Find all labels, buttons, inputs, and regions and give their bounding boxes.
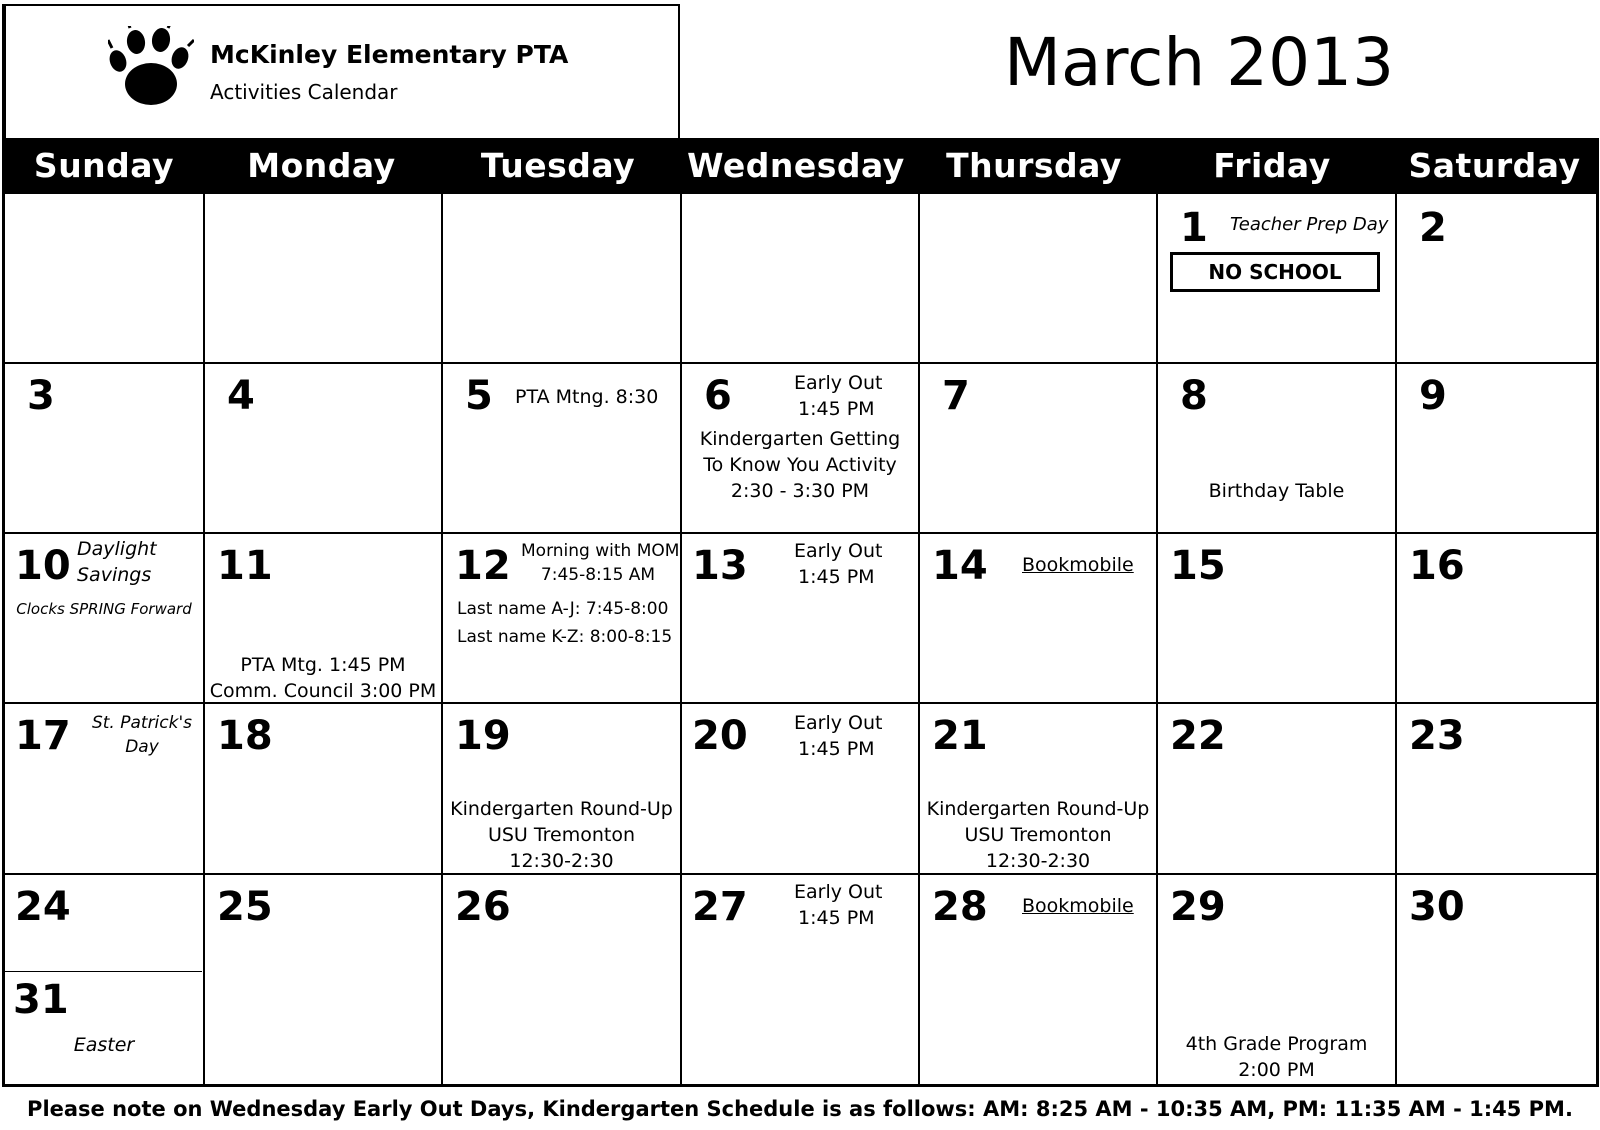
- event-early-out-time: 1:45 PM: [798, 738, 875, 760]
- event-last-name-a-j: Last name A-J: 7:45-8:00: [457, 599, 669, 619]
- event-morning-with-mom-time: 7:45-8:15 AM: [540, 565, 656, 585]
- day-number: 11: [217, 543, 273, 589]
- day-number: 2: [1419, 205, 1447, 251]
- day-number: 25: [217, 884, 273, 930]
- event-early-out-time: 1:45 PM: [798, 907, 875, 929]
- event-birthday-table: Birthday Table: [1208, 480, 1345, 502]
- event-location: USU Tremonton: [487, 824, 636, 846]
- day-number: 30: [1409, 884, 1465, 930]
- day-number: 15: [1170, 543, 1226, 589]
- day-cell-3: [5, 364, 203, 532]
- weekday-saturday: Saturday: [1408, 146, 1581, 185]
- event-early-out: Early Out: [794, 881, 883, 903]
- day-number: 16: [1409, 543, 1465, 589]
- footer-note: Please note on Wednesday Early Out Days, Kindergarten Schedule is as follows: AM: 8:25 AM - 10:35 AM, PM: 11:35 AM - 1:45 PM.: [27, 1097, 1573, 1121]
- day-number: 7: [942, 373, 970, 419]
- event-early-out-time: 1:45 PM: [798, 398, 875, 420]
- day-number: 19: [455, 713, 511, 759]
- day-number: 28: [932, 884, 988, 930]
- event-clocks-spring-forward: Clocks SPRING Forward: [16, 600, 192, 618]
- day-number: 4: [227, 373, 255, 419]
- event-kindergarten-activity: To Know You Activity: [703, 454, 897, 476]
- day-cell-7: [920, 364, 1156, 532]
- weekday-monday: Monday: [247, 146, 396, 185]
- no-school-badge: NO SCHOOL: [1170, 252, 1380, 292]
- event-kindergarten-round-up: Kindergarten Round-Up: [450, 798, 673, 820]
- day-cell-27: [682, 875, 918, 1084]
- day-cell-9: [1397, 364, 1596, 532]
- weekday-wednesday: Wednesday: [687, 146, 905, 185]
- event-pta-meeting: PTA Mtg. 1:45 PM: [240, 654, 406, 676]
- day-number: 3: [27, 373, 55, 419]
- day-number: 21: [932, 713, 988, 759]
- day-number: 12: [455, 543, 511, 589]
- day-cell-13: [682, 534, 918, 702]
- day-cell-26: [443, 875, 680, 1084]
- event-kindergarten-round-up: Kindergarten Round-Up: [926, 798, 1150, 820]
- month-title: March 2013: [1004, 24, 1395, 101]
- header-box: [4, 4, 680, 138]
- day-cell-15: [1158, 534, 1395, 702]
- event-kindergarten-activity: Kindergarten Getting: [699, 428, 901, 450]
- event-kindergarten-activity-time: 2:30 - 3:30 PM: [730, 480, 870, 502]
- event-early-out: Early Out: [794, 372, 883, 394]
- grid-line: [2, 1084, 1599, 1087]
- day-cell-29: [1158, 875, 1395, 1084]
- day-cell-28: [920, 875, 1156, 1084]
- day-cell-22: [1158, 704, 1395, 873]
- event-bookmobile: Bookmobile: [1022, 895, 1134, 917]
- day-number: 1: [1180, 205, 1208, 251]
- day-cell-10: [5, 534, 203, 702]
- day-number: 29: [1170, 884, 1226, 930]
- org-title: McKinley Elementary PTA: [210, 40, 569, 69]
- day-cell-4: [205, 364, 441, 532]
- event-4th-grade-program: 4th Grade Program: [1185, 1033, 1368, 1055]
- day-number: 18: [217, 713, 273, 759]
- day-cell-18: [205, 704, 441, 873]
- day-number: 6: [704, 373, 732, 419]
- day-cell-1: [1158, 196, 1395, 362]
- day-number: 31: [13, 977, 69, 1023]
- event-st-patricks-day: St. Patrick's: [91, 713, 193, 733]
- weekday-thursday: Thursday: [946, 146, 1122, 185]
- weekday-tuesday: Tuesday: [480, 146, 636, 185]
- day-cell-23: [1397, 704, 1596, 873]
- event-early-out: Early Out: [794, 540, 883, 562]
- event-pta-meeting: PTA Mtng. 8:30: [515, 386, 659, 408]
- day-number: 27: [692, 884, 748, 930]
- day-number: 22: [1170, 713, 1226, 759]
- event-easter: Easter: [73, 1034, 135, 1056]
- day-cell-14: [920, 534, 1156, 702]
- event-early-out-time: 1:45 PM: [798, 566, 875, 588]
- event-time: 12:30-2:30: [985, 850, 1091, 872]
- event-last-name-k-z: Last name K-Z: 8:00-8:15: [457, 627, 673, 647]
- grid-line: [1596, 138, 1599, 1087]
- day-cell-30: [1397, 875, 1596, 1084]
- day-cell-11: [205, 534, 441, 702]
- day-number: 5: [465, 373, 493, 419]
- day-cell-21: [920, 704, 1156, 873]
- event-time: 12:30-2:30: [509, 850, 614, 872]
- day-cell-31: [5, 972, 203, 1084]
- day-number: 14: [932, 543, 988, 589]
- event-morning-with-mom: Morning with MOM: [521, 541, 680, 561]
- weekday-friday: Friday: [1213, 146, 1331, 185]
- day-cell-12: [443, 534, 680, 702]
- day-cell-17: [5, 704, 203, 873]
- day-cell-19: [443, 704, 680, 873]
- day-cell-24: [5, 875, 203, 971]
- day-cell-25: [205, 875, 441, 1084]
- event-early-out: Early Out: [794, 712, 883, 734]
- event-daylight-savings: Daylight: [77, 538, 157, 560]
- event-bookmobile: Bookmobile: [1022, 554, 1134, 576]
- day-number: 17: [15, 713, 71, 759]
- day-number: 9: [1419, 373, 1447, 419]
- day-number: 8: [1180, 373, 1208, 419]
- day-number: 10: [15, 543, 71, 589]
- day-cell-8: [1158, 364, 1395, 532]
- day-number: 20: [692, 713, 748, 759]
- event-community-council: Comm. Council 3:00 PM: [209, 680, 437, 702]
- event-teacher-prep-day: Teacher Prep Day: [1230, 214, 1389, 235]
- day-number: 13: [692, 543, 748, 589]
- day-number: 24: [15, 884, 71, 930]
- event-location: USU Tremonton: [964, 824, 1112, 846]
- day-cell-5: [443, 364, 680, 532]
- org-subtitle: Activities Calendar: [210, 80, 398, 104]
- weekday-sunday: Sunday: [33, 146, 175, 185]
- day-cell-20: [682, 704, 918, 873]
- event-program-time: 2:00 PM: [1238, 1059, 1315, 1081]
- paw-print-icon: [108, 26, 194, 110]
- day-cell-6: [682, 364, 918, 532]
- weekday-header-row: [4, 138, 1598, 194]
- day-number: 23: [1409, 713, 1465, 759]
- day-number: 26: [455, 884, 511, 930]
- day-cell-2: [1397, 196, 1596, 362]
- event-daylight-savings: Savings: [77, 564, 152, 586]
- event-st-patricks-day: Day: [125, 737, 159, 757]
- day-cell-16: [1397, 534, 1596, 702]
